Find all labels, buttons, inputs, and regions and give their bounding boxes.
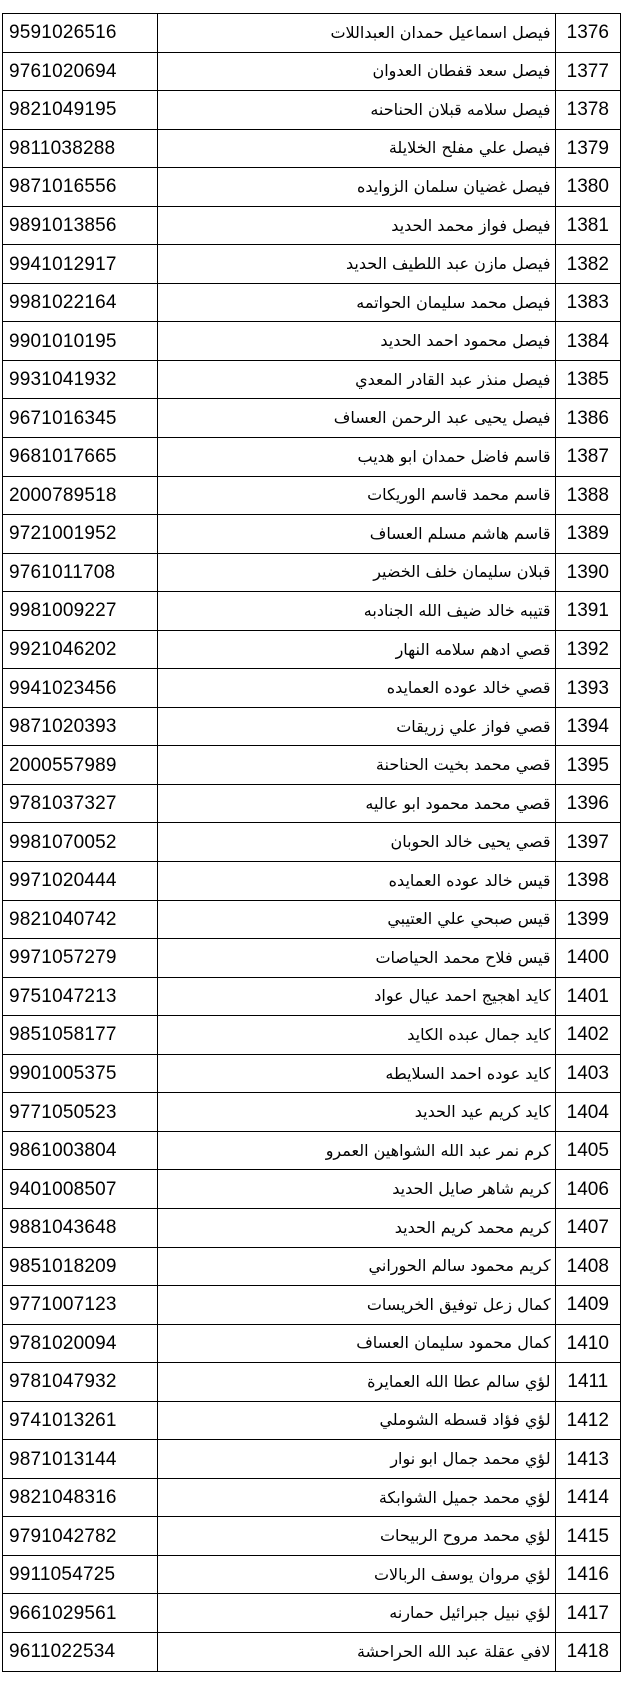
national-id-cell: 9821040742 [3, 900, 158, 939]
full-name-cell: لؤي سالم عطا الله العمايرة [158, 1363, 556, 1402]
serial-number-cell: 1388 [555, 476, 620, 515]
full-name-cell: قيس فلاح محمد الحياصات [158, 939, 556, 978]
national-id-cell: 9681017665 [3, 438, 158, 477]
full-name-cell: كريم محمد كريم الحديد [158, 1208, 556, 1247]
serial-number-cell: 1407 [555, 1208, 620, 1247]
full-name-cell: قصي ادهم سلامه النهار [158, 630, 556, 669]
table-row [3, 1247, 621, 1286]
full-name-cell: فيصل يحيى عبد الرحمن العساف [158, 399, 556, 438]
serial-number-cell: 1386 [555, 399, 620, 438]
serial-number-cell: 1398 [555, 862, 620, 901]
full-name-cell: لؤي مروان يوسف الربالات [158, 1555, 556, 1594]
national-id-cell: 9891013856 [3, 206, 158, 245]
table-row [3, 1363, 621, 1402]
full-name-cell: فيصل علي مفلح الخلايلة [158, 129, 556, 168]
national-id-cell: 9811038288 [3, 129, 158, 168]
national-id-cell: 9661029561 [3, 1594, 158, 1633]
serial-number-cell: 1409 [555, 1286, 620, 1325]
serial-number-cell: 1384 [555, 322, 620, 361]
table-row [3, 1632, 621, 1671]
national-id-cell: 9791042782 [3, 1517, 158, 1556]
serial-number-cell: 1387 [555, 438, 620, 477]
full-name-cell: كريم شاهر صايل الحديد [158, 1170, 556, 1209]
full-name-cell: كرم نمر عبد الله الشواهين العمرو [158, 1131, 556, 1170]
table-row [3, 1208, 621, 1247]
full-name-cell: لؤي فؤاد قسطه الشوملي [158, 1401, 556, 1440]
table-row [3, 669, 621, 708]
national-id-cell: 9761011708 [3, 553, 158, 592]
serial-number-cell: 1414 [555, 1478, 620, 1517]
national-id-cell: 9781037327 [3, 784, 158, 823]
full-name-cell: كايد عوده احمد السلايطه [158, 1054, 556, 1093]
table-row [3, 1324, 621, 1363]
table-row [3, 283, 621, 322]
full-name-cell: كريم محمود سالم الحوراني [158, 1247, 556, 1286]
national-id-cell: 9741013261 [3, 1401, 158, 1440]
full-name-cell: قصي محمد محمود ابو عاليه [158, 784, 556, 823]
full-name-cell: كايد كريم عيد الحديد [158, 1093, 556, 1132]
full-name-cell: فيصل مازن عبد اللطيف الحديد [158, 245, 556, 284]
table-row [3, 1131, 621, 1170]
table-row [3, 360, 621, 399]
table-row [3, 91, 621, 130]
serial-number-cell: 1406 [555, 1170, 620, 1209]
serial-number-cell: 1412 [555, 1401, 620, 1440]
full-name-cell: لافي عقلة عبد الله الحراحشة [158, 1632, 556, 1671]
full-name-cell: لؤي محمد جمال ابو نوار [158, 1440, 556, 1479]
national-id-cell: 9591026516 [3, 14, 158, 53]
serial-number-cell: 1417 [555, 1594, 620, 1633]
table-row [3, 553, 621, 592]
table-row [3, 707, 621, 746]
full-name-cell: كايد اهجيج احمد عيال عواد [158, 977, 556, 1016]
full-name-cell: لؤي نبيل جبرائيل حمارنه [158, 1594, 556, 1633]
full-name-cell: قاسم هاشم مسلم العساف [158, 515, 556, 554]
full-name-cell: لؤي محمد مروح الربيحات [158, 1517, 556, 1556]
serial-number-cell: 1408 [555, 1247, 620, 1286]
table-row [3, 476, 621, 515]
national-id-cell: 9821048316 [3, 1478, 158, 1517]
table-row [3, 168, 621, 207]
serial-number-cell: 1391 [555, 592, 620, 631]
full-name-cell: كمال محمود سليمان العساف [158, 1324, 556, 1363]
national-id-cell: 9851058177 [3, 1016, 158, 1055]
national-id-cell: 9611022534 [3, 1632, 158, 1671]
full-name-cell: فيصل محمود احمد الحديد [158, 322, 556, 361]
national-id-cell: 9671016345 [3, 399, 158, 438]
table-row [3, 129, 621, 168]
national-id-cell: 9941023456 [3, 669, 158, 708]
table-row [3, 900, 621, 939]
full-name-cell: فيصل محمد سليمان الحواتمه [158, 283, 556, 322]
national-id-cell: 9971020444 [3, 862, 158, 901]
national-id-cell: 9861003804 [3, 1131, 158, 1170]
serial-number-cell: 1385 [555, 360, 620, 399]
serial-number-cell: 1381 [555, 206, 620, 245]
serial-number-cell: 1418 [555, 1632, 620, 1671]
serial-number-cell: 1415 [555, 1517, 620, 1556]
table-row [3, 1170, 621, 1209]
table-row [3, 746, 621, 785]
serial-number-cell: 1382 [555, 245, 620, 284]
table-row [3, 322, 621, 361]
serial-number-cell: 1377 [555, 52, 620, 91]
table-row [3, 1016, 621, 1055]
table-row [3, 52, 621, 91]
national-id-cell: 9971057279 [3, 939, 158, 978]
serial-number-cell: 1416 [555, 1555, 620, 1594]
national-id-cell: 9761020694 [3, 52, 158, 91]
serial-number-cell: 1397 [555, 823, 620, 862]
table-row [3, 1054, 621, 1093]
national-id-cell: 9871013144 [3, 1440, 158, 1479]
serial-number-cell: 1400 [555, 939, 620, 978]
full-name-cell: فيصل فواز محمد الحديد [158, 206, 556, 245]
full-name-cell: قاسم فاضل حمدان ابو هديب [158, 438, 556, 477]
national-id-cell: 9981070052 [3, 823, 158, 862]
full-name-cell: قصي خالد عوده العمايده [158, 669, 556, 708]
serial-number-cell: 1403 [555, 1054, 620, 1093]
full-name-cell: كايد جمال عبده الكايد [158, 1016, 556, 1055]
national-id-cell: 9911054725 [3, 1555, 158, 1594]
table-row [3, 823, 621, 862]
serial-number-cell: 1390 [555, 553, 620, 592]
roster-table [2, 13, 621, 1672]
serial-number-cell: 1411 [555, 1363, 620, 1402]
table-row [3, 630, 621, 669]
table-row [3, 1401, 621, 1440]
serial-number-cell: 1379 [555, 129, 620, 168]
national-id-cell: 9401008507 [3, 1170, 158, 1209]
table-row [3, 438, 621, 477]
table-row [3, 1555, 621, 1594]
serial-number-cell: 1394 [555, 707, 620, 746]
full-name-cell: فيصل منذر عبد القادر المعدي [158, 360, 556, 399]
full-name-cell: فيصل سعد قفطان العدوان [158, 52, 556, 91]
national-id-cell: 9921046202 [3, 630, 158, 669]
full-name-cell: قصي محمد بخيت الحناحنة [158, 746, 556, 785]
full-name-cell: قصي فواز علي زريقات [158, 707, 556, 746]
serial-number-cell: 1380 [555, 168, 620, 207]
roster-table-body [3, 14, 621, 1672]
serial-number-cell: 1405 [555, 1131, 620, 1170]
table-row [3, 399, 621, 438]
full-name-cell: لؤي محمد جميل الشوابكة [158, 1478, 556, 1517]
table-row [3, 977, 621, 1016]
national-id-cell: 2000789518 [3, 476, 158, 515]
full-name-cell: فيصل اسماعيل حمدان العبداللات [158, 14, 556, 53]
national-id-cell: 9981009227 [3, 592, 158, 631]
serial-number-cell: 1402 [555, 1016, 620, 1055]
table-row [3, 206, 621, 245]
serial-number-cell: 1399 [555, 900, 620, 939]
national-id-cell: 9851018209 [3, 1247, 158, 1286]
table-row [3, 939, 621, 978]
table-row [3, 1517, 621, 1556]
full-name-cell: كمال زعل توفيق الخريسات [158, 1286, 556, 1325]
serial-number-cell: 1393 [555, 669, 620, 708]
national-id-cell: 9751047213 [3, 977, 158, 1016]
table-row [3, 14, 621, 53]
table-row [3, 245, 621, 284]
national-id-cell: 9821049195 [3, 91, 158, 130]
table-row [3, 784, 621, 823]
table-row [3, 1594, 621, 1633]
serial-number-cell: 1389 [555, 515, 620, 554]
full-name-cell: قصي يحيى خالد الحوبان [158, 823, 556, 862]
table-row [3, 862, 621, 901]
serial-number-cell: 1413 [555, 1440, 620, 1479]
table-row [3, 1440, 621, 1479]
table-row [3, 1478, 621, 1517]
full-name-cell: قيس خالد عوده العمايده [158, 862, 556, 901]
national-id-cell: 9771007123 [3, 1286, 158, 1325]
national-id-cell: 9871016556 [3, 168, 158, 207]
serial-number-cell: 1378 [555, 91, 620, 130]
table-row [3, 515, 621, 554]
table-row [3, 1093, 621, 1132]
national-id-cell: 9901010195 [3, 322, 158, 361]
national-id-cell: 9931041932 [3, 360, 158, 399]
national-id-cell: 9981022164 [3, 283, 158, 322]
national-id-cell: 9881043648 [3, 1208, 158, 1247]
full-name-cell: قبلان سليمان خلف الخضير [158, 553, 556, 592]
table-row [3, 1286, 621, 1325]
full-name-cell: قتيبه خالد ضيف الله الجنادبه [158, 592, 556, 631]
full-name-cell: قيس صبحي علي العتيبي [158, 900, 556, 939]
national-id-cell: 9901005375 [3, 1054, 158, 1093]
national-id-cell: 9871020393 [3, 707, 158, 746]
serial-number-cell: 1376 [555, 14, 620, 53]
national-id-cell: 9781047932 [3, 1363, 158, 1402]
national-id-cell: 2000557989 [3, 746, 158, 785]
serial-number-cell: 1396 [555, 784, 620, 823]
national-id-cell: 9721001952 [3, 515, 158, 554]
table-row [3, 592, 621, 631]
serial-number-cell: 1392 [555, 630, 620, 669]
serial-number-cell: 1401 [555, 977, 620, 1016]
serial-number-cell: 1395 [555, 746, 620, 785]
full-name-cell: فيصل سلامه قبلان الحناحنه [158, 91, 556, 130]
national-id-cell: 9941012917 [3, 245, 158, 284]
full-name-cell: قاسم محمد قاسم الوريكات [158, 476, 556, 515]
full-name-cell: فيصل غضيان سلمان الزوايده [158, 168, 556, 207]
national-id-cell: 9771050523 [3, 1093, 158, 1132]
serial-number-cell: 1410 [555, 1324, 620, 1363]
national-id-cell: 9781020094 [3, 1324, 158, 1363]
serial-number-cell: 1383 [555, 283, 620, 322]
serial-number-cell: 1404 [555, 1093, 620, 1132]
